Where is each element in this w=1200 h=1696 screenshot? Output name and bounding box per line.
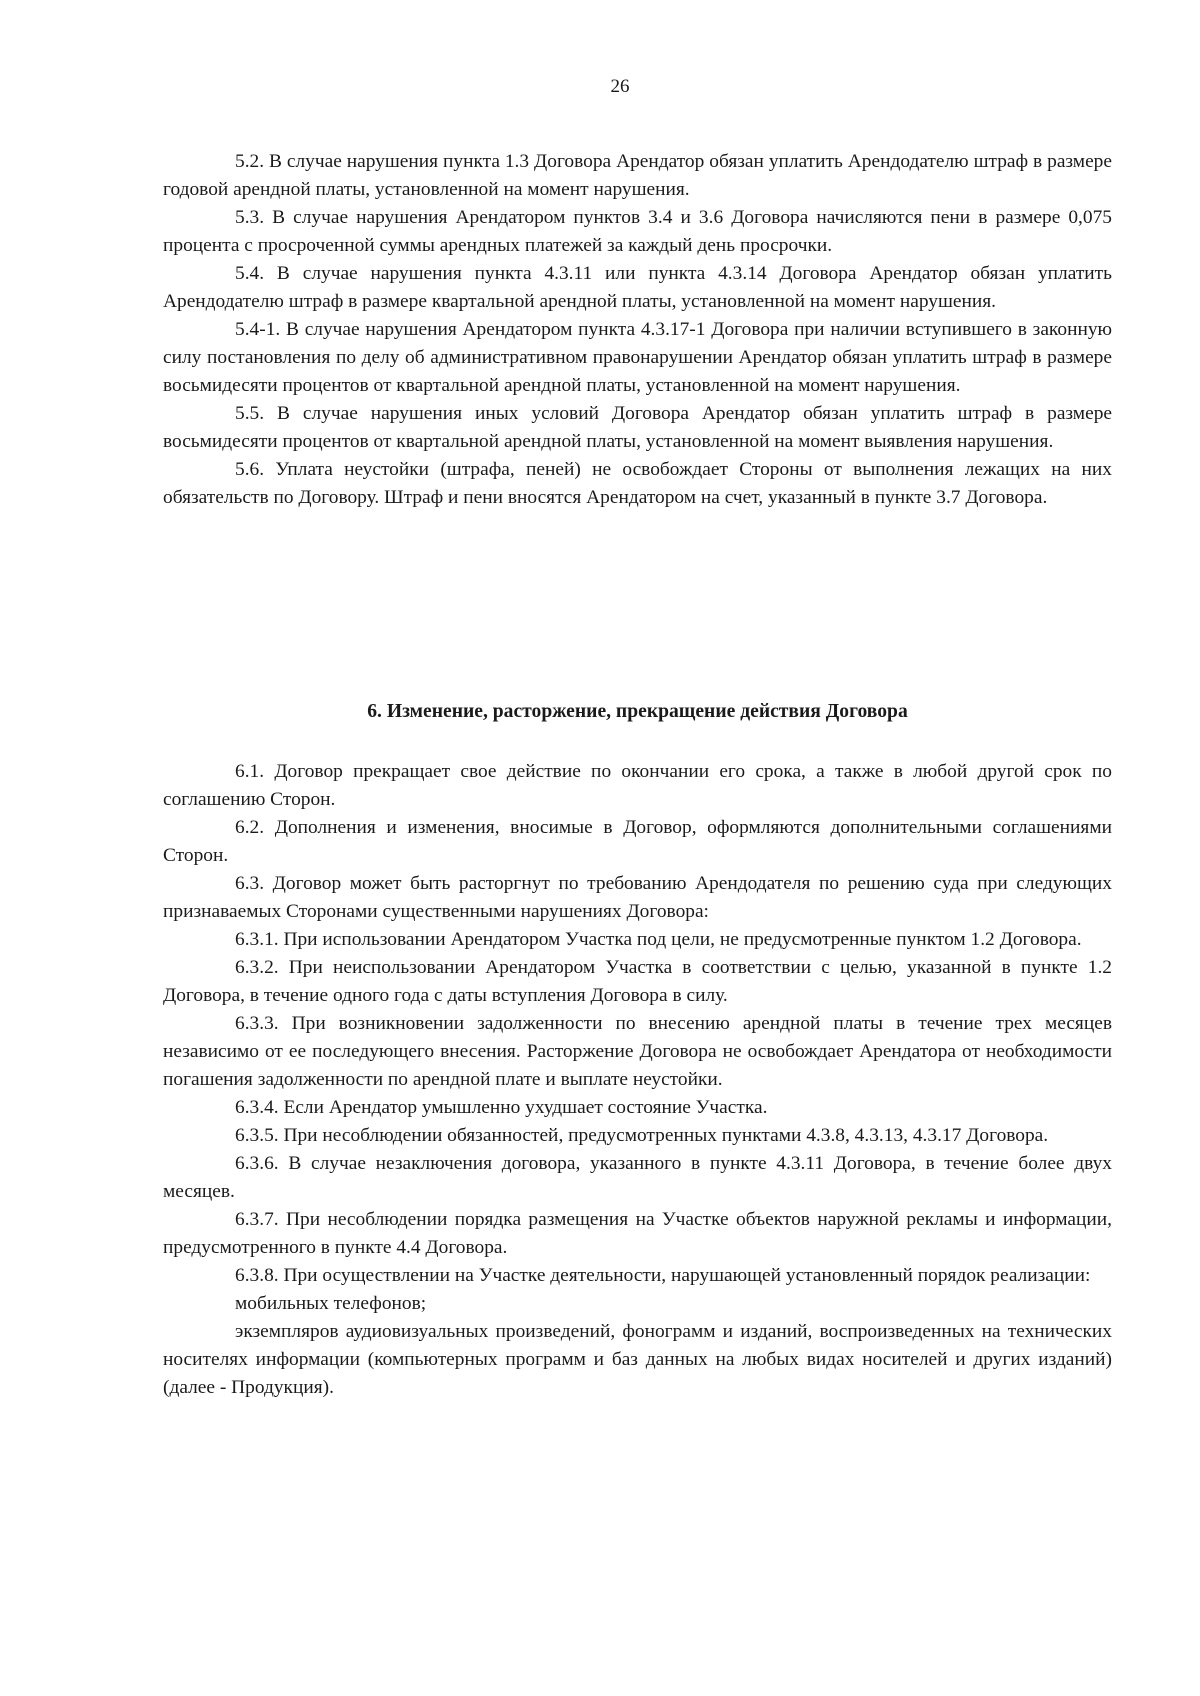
paragraph-6-3-1: 6.3.1. При использовании Арендатором Участка под цели, не предусмотренные пунктом 1.2 Договора. — [235, 929, 1082, 950]
paragraph-5-5: 5.5. В случае нарушения иных условий Договора Арендатор обязан уплатить штраф в размере восьмидесяти процентов от квартальной арендной платы, установленной на момент выявления нарушения. — [163, 403, 1112, 452]
paragraph-6-3: 6.3. Договор может быть расторгнут по требованию Арендодателя по решению суда при следующих признаваемых Сторонами существенными нарушениях Договора: — [163, 873, 1112, 922]
list-line-mobile-phones: мобильных телефонов; — [235, 1293, 427, 1314]
paragraph-6-3-6: 6.3.6. В случае незаключения договора, указанного в пункте 4.3.11 Договора, в течение более двух месяцев. — [163, 1153, 1112, 1202]
paragraph-6-3-4: 6.3.4. Если Арендатор умышленно ухудшает состояние Участка. — [235, 1097, 768, 1118]
list-line-audiovisual-copies: экземпляров аудиовизуальных произведений, фонограмм и изданий, воспроизведенных на технических носителях информации (компьютерных программ и баз данных на любых видах носителей и других изданий) (далее - Продукция). — [163, 1321, 1112, 1398]
paragraph-6-3-7: 6.3.7. При несоблюдении порядка размещения на Участке объектов наружной рекламы и информации, предусмотренного в пункте 4.4 Договора. — [163, 1209, 1112, 1258]
paragraph-5-6: 5.6. Уплата неустойки (штрафа, пеней) не освобождает Стороны от выполнения лежащих на них обязательств по Договору. Штраф и пени вносятся Арендатором на счет, указанный в пункте 3.7 Договора. — [163, 459, 1112, 508]
paragraph-5-4: 5.4. В случае нарушения пункта 4.3.11 или пункта 4.3.14 Договора Арендатор обязан уплатить Арендодателю штраф в размере квартальной арендной платы, установленной на момент нарушения. — [163, 263, 1112, 312]
paragraph-6-3-2: 6.3.2. При неиспользовании Арендатором Участка в соответствии с целью, указанной в пункте 1.2 Договора, в течение одного года с даты вступления Договора в силу. — [163, 957, 1112, 1006]
paragraph-6-3-5: 6.3.5. При несоблюдении обязанностей, предусмотренных пунктами 4.3.8, 4.3.13, 4.3.17 Договора. — [235, 1125, 1049, 1146]
section-5-block — [163, 148, 1112, 512]
page-number: 26 — [610, 76, 630, 97]
paragraph-5-2: 5.2. В случае нарушения пункта 1.3 Договора Арендатор обязан уплатить Арендодателю штраф в размере годовой арендной платы, установленной на момент нарушения. — [163, 151, 1112, 200]
paragraph-6-1: 6.1. Договор прекращает свое действие по окончании его срока, а также в любой другой срок по соглашению Сторон. — [163, 761, 1112, 810]
section-6-block — [163, 758, 1112, 1402]
paragraph-6-2: 6.2. Дополнения и изменения, вносимые в Договор, оформляются дополнительными соглашениями Сторон. — [163, 817, 1112, 866]
section-6-heading: 6. Изменение, расторжение, прекращение действия Договора — [367, 701, 908, 722]
paragraph-5-3: 5.3. В случае нарушения Арендатором пунктов 3.4 и 3.6 Договора начисляются пени в размере 0,075 процента с просроченной суммы арендных платежей за каждый день просрочки. — [163, 207, 1112, 256]
paragraph-5-4-1: 5.4-1. В случае нарушения Арендатором пункта 4.3.17-1 Договора при наличии вступившего в законную силу постановления по делу об административном правонарушении Арендатор обязан уплатить штраф в размере восьмидесяти процентов от квартальной арендной платы, установленной на момент нарушения. — [163, 319, 1112, 396]
paragraph-6-3-8: 6.3.8. При осуществлении на Участке деятельности, нарушающей установленный порядок реализации: — [235, 1265, 1091, 1286]
paragraph-6-3-3: 6.3.3. При возникновении задолженности по внесению арендной платы в течение трех месяцев независимо от ее последующего внесения. Расторжение Договора не освобождает Арендатора от необходимости погашения задолженности по арендной плате и выплате неустойки. — [163, 1013, 1112, 1090]
